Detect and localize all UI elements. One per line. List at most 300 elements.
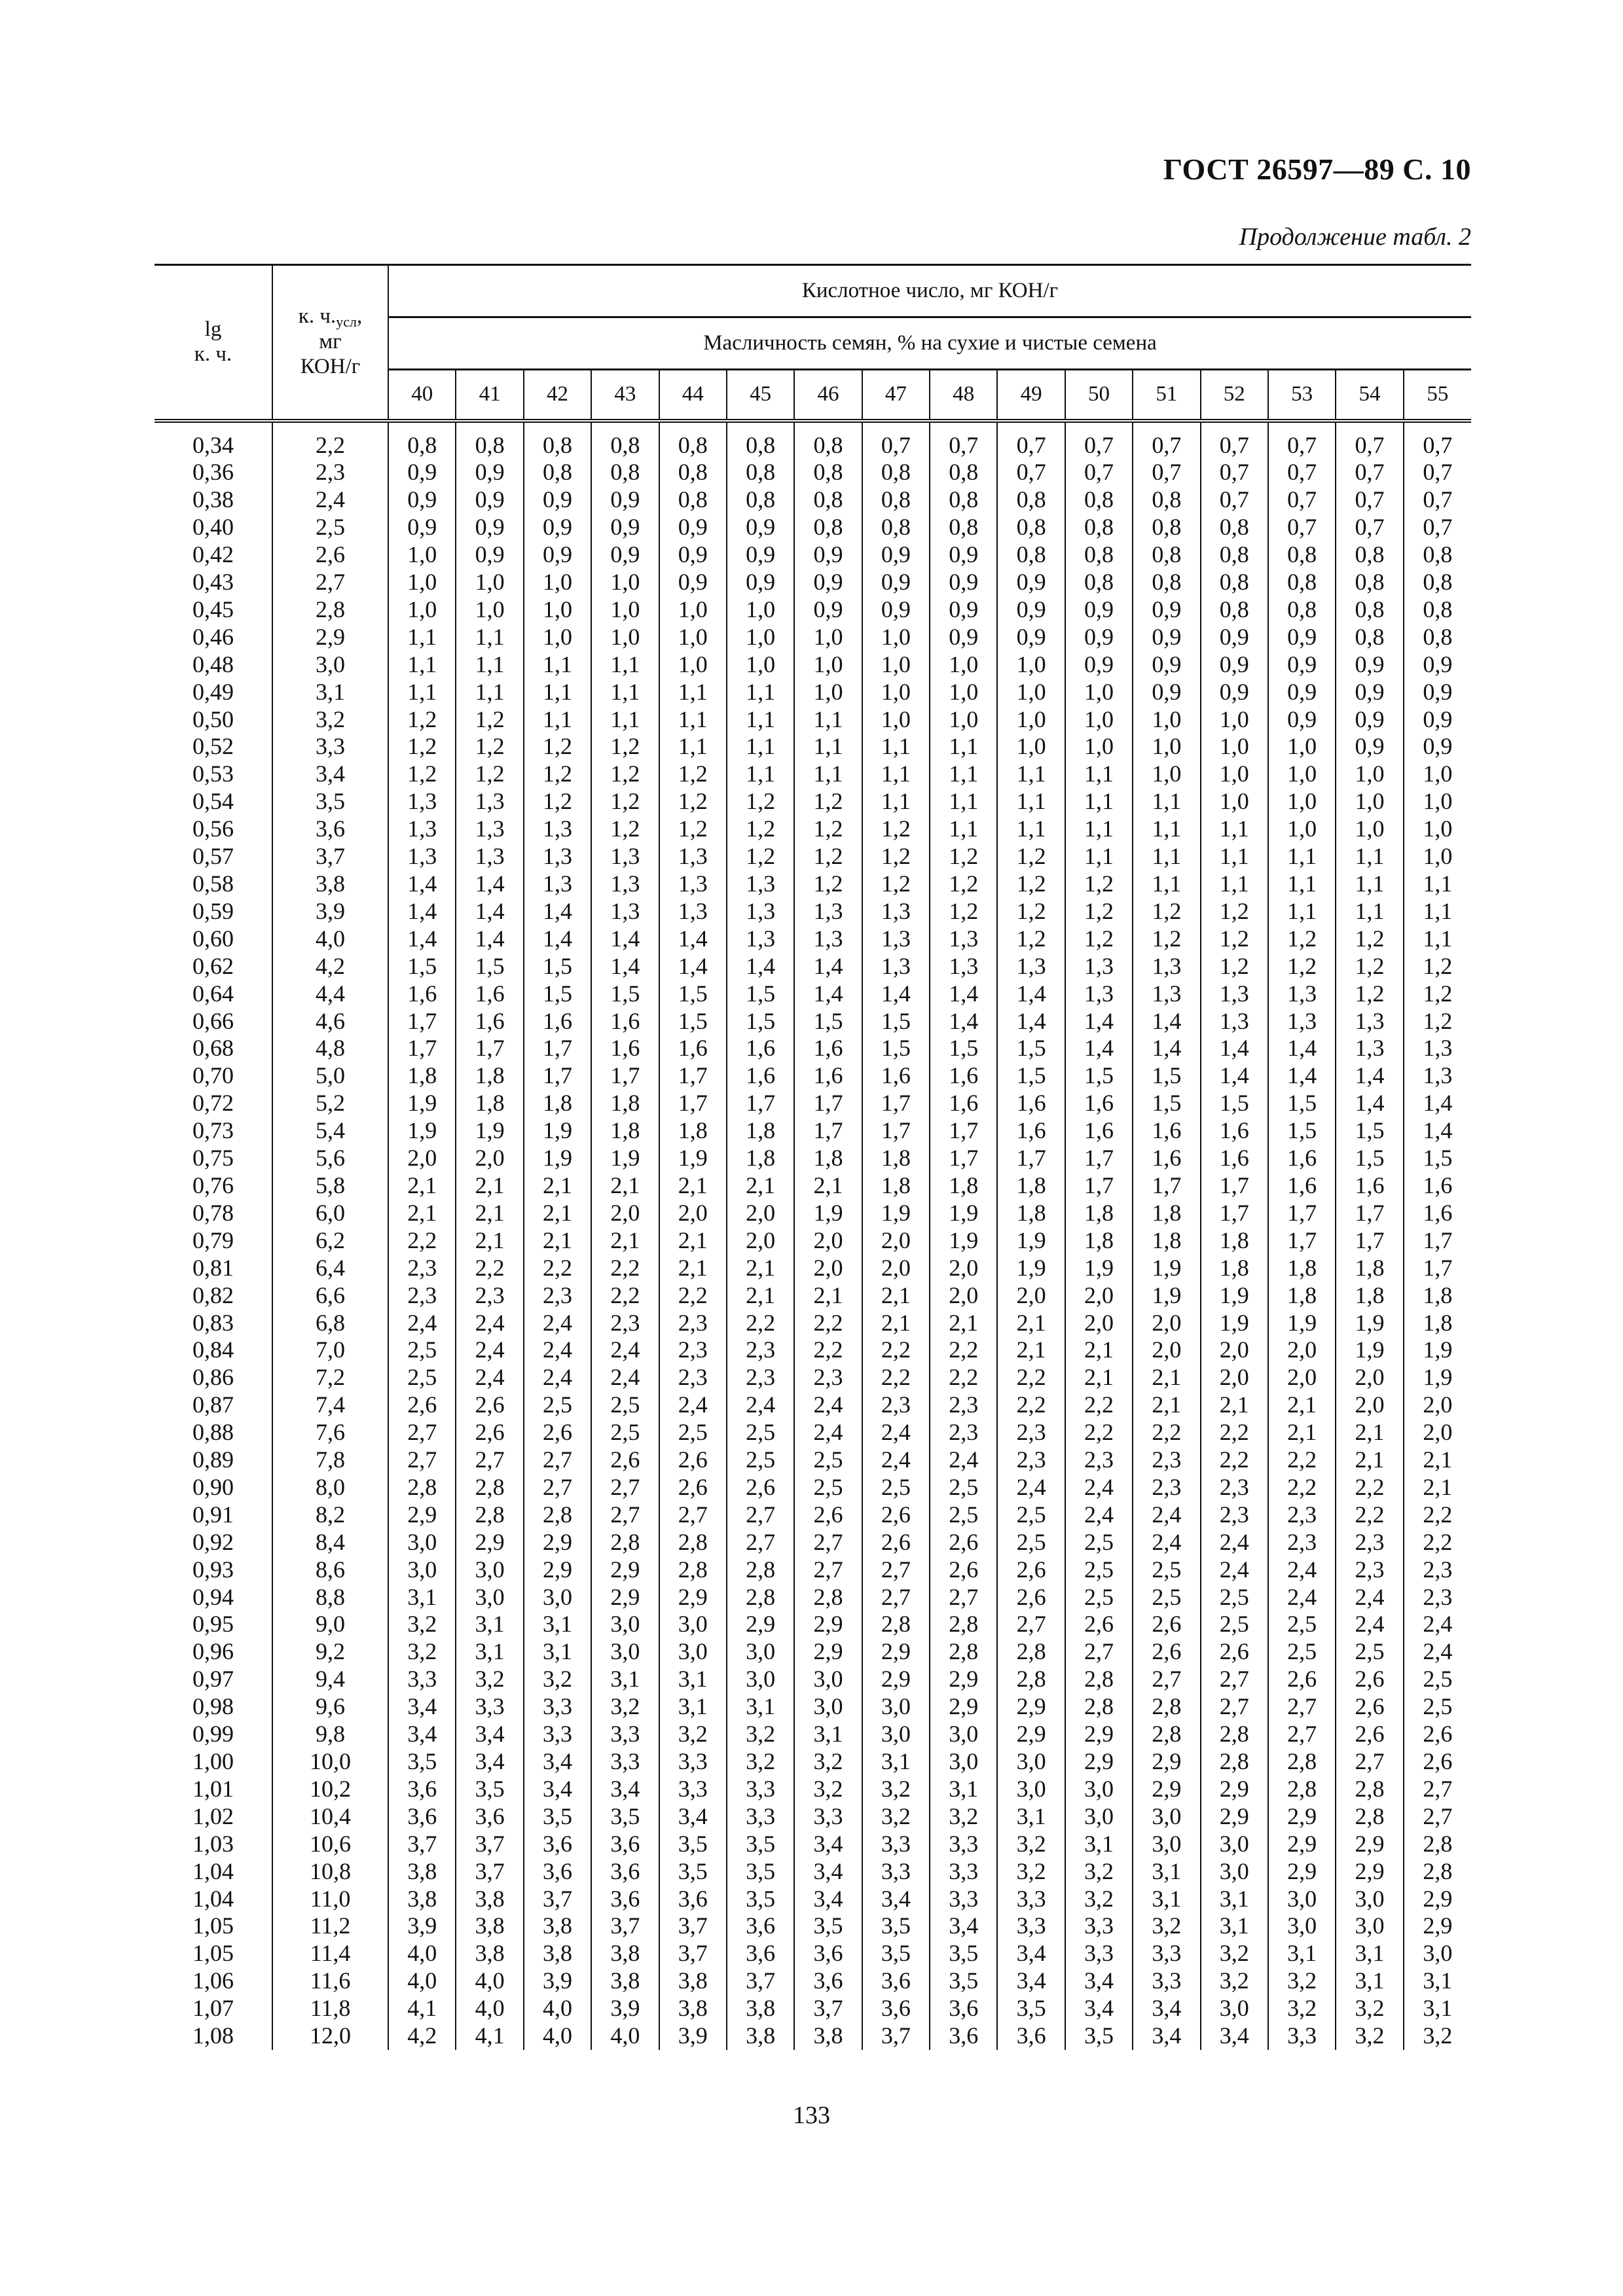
cell-value: 3,6 [456,1803,523,1831]
cell-value: 3,8 [388,1886,456,1913]
cell-lg: 0,95 [155,1611,272,1638]
cell-value: 2,5 [997,1529,1065,1556]
cell-value: 1,8 [1133,1200,1200,1227]
table-row [155,1831,1471,1858]
cell-value: 4,1 [456,2022,523,2050]
cell-value: 0,8 [1133,514,1200,541]
cell-value: 1,7 [1268,1200,1336,1227]
cell-value: 1,1 [1133,870,1200,898]
cell-value: 2,8 [591,1529,659,1556]
cell-value: 1,0 [862,651,930,679]
cell-value: 2,1 [659,1227,727,1255]
cell-value: 3,6 [862,1995,930,2022]
cell-acid-cond: 4,4 [272,980,388,1008]
cell-value: 2,6 [1268,1666,1336,1693]
cell-value: 2,1 [930,1310,997,1337]
column-header-40: 40 [388,370,456,421]
cell-acid-cond: 7,0 [272,1336,388,1364]
cell-lg: 0,92 [155,1529,272,1556]
cell-value: 0,9 [456,486,523,514]
cell-value: 0,9 [862,596,930,624]
cell-value: 3,8 [727,1995,794,2022]
cell-value: 2,8 [862,1611,930,1638]
cell-value: 2,3 [1336,1556,1403,1584]
cell-value: 1,6 [524,1008,591,1035]
cell-value: 2,9 [1336,1831,1403,1858]
cell-value: 2,6 [659,1446,727,1474]
cell-lg: 0,49 [155,679,272,706]
cell-value: 2,4 [794,1419,862,1446]
cell-value: 2,4 [1201,1556,1268,1584]
cell-acid-cond: 11,2 [272,1912,388,1940]
cell-value: 1,2 [1133,925,1200,953]
table-row [155,651,1471,679]
cell-value: 2,8 [1336,1803,1403,1831]
cell-value: 1,7 [862,1090,930,1117]
cell-value: 1,8 [659,1117,727,1145]
cell-value: 1,8 [1336,1282,1403,1310]
cell-value: 0,9 [862,569,930,596]
cell-value: 2,7 [1065,1638,1133,1666]
cell-value: 2,9 [997,1693,1065,1721]
cell-value: 1,3 [1268,980,1336,1008]
cell-value: 0,8 [1268,541,1336,569]
cell-value: 3,3 [997,1886,1065,1913]
cell-value: 1,6 [1065,1117,1133,1145]
cell-value: 1,0 [1201,733,1268,761]
cell-value: 3,0 [794,1666,862,1693]
cell-lg: 0,79 [155,1227,272,1255]
column-header-49: 49 [997,370,1065,421]
cell-value: 3,0 [1065,1776,1133,1803]
cell-value: 2,1 [1268,1391,1336,1419]
cell-value: 1,1 [1201,870,1268,898]
cell-value: 1,3 [1201,1008,1268,1035]
cell-value: 1,6 [456,1008,523,1035]
cell-lg: 0,43 [155,569,272,596]
cell-value: 2,2 [1268,1474,1336,1501]
cell-value: 1,2 [1065,870,1133,898]
cell-acid-cond: 4,0 [272,925,388,953]
cell-value: 3,2 [727,1748,794,1776]
cell-value: 1,2 [456,733,523,761]
table-row [155,1912,1471,1940]
cell-lg: 0,42 [155,541,272,569]
cell-value: 2,1 [997,1336,1065,1364]
cell-value: 2,0 [388,1145,456,1172]
cell-value: 0,9 [1268,624,1336,651]
cell-acid-cond: 4,2 [272,953,388,980]
column-header-48: 48 [930,370,997,421]
cell-acid-cond: 6,6 [272,1282,388,1310]
cell-value: 1,4 [1065,1008,1133,1035]
cell-value: 3,7 [659,1912,727,1940]
cell-value: 3,0 [1065,1803,1133,1831]
cell-value: 1,6 [862,1062,930,1090]
cell-value: 1,0 [1065,733,1133,761]
column-header-46: 46 [794,370,862,421]
cell-value: 2,2 [1423,1501,1453,1528]
table-row [155,1611,1471,1638]
cell-value: 1,8 [794,1145,862,1172]
cell-value: 2,1 [456,1227,523,1255]
cell-value: 1,0 [1065,679,1133,706]
cell-value: 0,8 [1201,514,1268,541]
cell-value: 4,0 [456,1967,523,1995]
cell-value: 3,4 [1133,2022,1200,2050]
cell-value: 2,2 [1133,1419,1200,1446]
cell-value: 2,2 [1336,1501,1403,1529]
cell-value: 2,7 [1268,1721,1336,1748]
cell-value: 1,0 [727,624,794,651]
cell-value: 2,2 [1423,1528,1453,1555]
cell-acid-cond: 7,8 [272,1446,388,1474]
cell-value: 1,7 [388,1008,456,1035]
table-row [155,1145,1471,1172]
cell-value: 2,1 [591,1227,659,1255]
cell-value: 1,0 [1133,706,1200,734]
cell-value: 2,8 [1268,1748,1336,1776]
cell-value: 2,5 [862,1474,930,1501]
cell-lg: 0,98 [155,1693,272,1721]
cell-value: 1,6 [388,980,456,1008]
cell-value: 2,1 [1268,1419,1336,1446]
table-row [155,596,1471,624]
cell-value: 2,4 [930,1446,997,1474]
table-row [155,1364,1471,1391]
cell-value: 0,9 [727,569,794,596]
cell-value: 2,3 [1423,1556,1453,1583]
cell-value: 3,6 [591,1831,659,1858]
cell-lg: 0,66 [155,1008,272,1035]
cell-value: 0,7 [1268,486,1336,514]
cell-value: 2,7 [1423,1775,1453,1802]
cell-value: 1,0 [388,596,456,624]
cell-value: 2,2 [591,1282,659,1310]
table-row [155,541,1471,569]
cell-value: 1,3 [1201,980,1268,1008]
cell-value: 0,8 [1336,541,1403,569]
table-row [155,1556,1471,1584]
cell-lg: 0,82 [155,1282,272,1310]
cell-value: 1,4 [794,980,862,1008]
cell-acid-cond: 2,4 [272,486,388,514]
cell-value: 2,6 [1423,1721,1453,1748]
cell-value: 1,3 [1336,1008,1403,1035]
cell-value: 0,8 [1133,486,1200,514]
cell-value: 1,0 [524,624,591,651]
cell-value: 1,2 [1336,980,1403,1008]
cell-value: 1,3 [659,898,727,925]
cell-value: 1,7 [727,1090,794,1117]
cell-acid-cond: 3,6 [272,816,388,843]
cell-value: 2,2 [456,1255,523,1282]
cell-value: 1,1 [1268,898,1336,925]
cell-value: 3,2 [997,1831,1065,1858]
cell-value: 1,6 [1201,1117,1268,1145]
cell-value: 0,9 [388,486,456,514]
cell-value: 1,4 [591,953,659,980]
cell-value: 0,7 [1065,421,1133,459]
cell-value: 3,6 [794,1967,862,1995]
table-row [155,706,1471,734]
cell-value: 1,5 [1133,1090,1200,1117]
cell-value: 1,9 [524,1145,591,1172]
cell-value: 0,9 [794,569,862,596]
cell-value: 3,8 [456,1912,523,1940]
cell-value: 3,1 [659,1693,727,1721]
cell-acid-cond: 6,8 [272,1310,388,1337]
cell-value: 3,2 [1201,1967,1268,1995]
cell-lg: 0,50 [155,706,272,734]
cell-value: 2,5 [930,1474,997,1501]
cell-acid-cond: 9,0 [272,1611,388,1638]
cell-value: 1,1 [727,761,794,788]
cell-value: 0,9 [1268,706,1336,734]
cell-value: 3,0 [1201,1858,1268,1886]
cell-value: 2,1 [1065,1336,1133,1364]
cell-value: 1,1 [727,679,794,706]
cell-value: 1,9 [997,1255,1065,1282]
cell-value: 0,8 [524,459,591,486]
cell-value: 1,0 [591,624,659,651]
cell-value: 1,4 [997,980,1065,1008]
cell-value: 1,2 [727,816,794,843]
cell-acid-cond: 3,1 [272,679,388,706]
cell-value: 1,5 [659,980,727,1008]
cell-value: 1,3 [930,925,997,953]
cell-value: 2,3 [1268,1501,1336,1529]
cell-value: 1,0 [1268,816,1336,843]
cell-value: 0,8 [930,486,997,514]
cell-value: 2,6 [794,1501,862,1529]
cell-value: 1,4 [862,980,930,1008]
cell-value: 1,4 [659,925,727,953]
cell-value: 0,9 [930,596,997,624]
column-header-54: 54 [1336,370,1403,421]
cell-value: 2,8 [794,1584,862,1611]
column-header-52: 52 [1201,370,1268,421]
cell-value: 3,3 [727,1776,794,1803]
cell-acid-cond: 9,4 [272,1666,388,1693]
cell-acid-cond: 5,4 [272,1117,388,1145]
cell-value: 2,2 [591,1255,659,1282]
cell-lg: 0,59 [155,898,272,925]
cell-value: 2,7 [1201,1693,1268,1721]
cell-value: 1,3 [997,953,1065,980]
cell-value: 0,8 [1133,541,1200,569]
cell-value: 1,2 [591,733,659,761]
cell-value: 2,1 [727,1172,794,1200]
cell-value: 1,0 [1336,761,1403,788]
cell-value: 2,9 [388,1501,456,1529]
column-header-42: 42 [524,370,591,421]
cell-value: 2,4 [1336,1584,1403,1611]
cell-value: 2,0 [1133,1336,1200,1364]
cell-value: 0,7 [1336,459,1403,486]
cell-value: 2,9 [524,1556,591,1584]
cell-value: 2,3 [591,1310,659,1337]
cell-value: 3,1 [997,1803,1065,1831]
cell-value: 3,7 [388,1831,456,1858]
cell-value: 2,5 [1201,1611,1268,1638]
cell-value: 1,3 [591,870,659,898]
cell-acid-cond: 3,4 [272,761,388,788]
cell-value: 3,2 [388,1638,456,1666]
cell-value: 3,0 [659,1611,727,1638]
cell-value: 2,6 [659,1474,727,1501]
cell-value: 3,5 [727,1831,794,1858]
cell-value: 2,6 [388,1391,456,1419]
cell-acid-cond: 9,6 [272,1693,388,1721]
cell-value: 3,3 [524,1693,591,1721]
cell-value: 1,8 [862,1145,930,1172]
cell-value: 3,5 [591,1803,659,1831]
oil-content-subgroup-header: Масличность семян, % на сухие и чистые семена [388,317,1471,370]
cell-value: 1,6 [1268,1145,1336,1172]
cell-value: 1,2 [862,816,930,843]
cell-value: 3,2 [659,1721,727,1748]
cell-lg: 0,52 [155,733,272,761]
cell-value: 2,8 [1065,1666,1133,1693]
table-row [155,1967,1471,1995]
cell-acid-cond: 3,7 [272,843,388,870]
cell-value: 2,1 [524,1200,591,1227]
cell-lg: 0,93 [155,1556,272,1584]
cell-lg: 0,57 [155,843,272,870]
cell-value: 1,2 [1336,925,1403,953]
cell-value: 1,4 [591,925,659,953]
cell-value: 2,1 [591,1172,659,1200]
cell-value: 1,2 [1268,953,1336,980]
cell-value: 3,2 [524,1666,591,1693]
cell-value: 3,3 [456,1693,523,1721]
cell-value: 1,4 [388,870,456,898]
cell-value: 3,5 [727,1886,794,1913]
cell-value: 2,8 [456,1501,523,1529]
cell-value: 1,5 [388,953,456,980]
cell-value: 3,5 [997,1995,1065,2022]
cell-value: 1,8 [1268,1282,1336,1310]
cell-value: 2,3 [1423,1583,1453,1610]
cell-value: 0,8 [591,421,659,459]
cell-value: 2,9 [1133,1776,1200,1803]
cell-value: 1,2 [862,843,930,870]
cell-value: 1,9 [794,1200,862,1227]
cell-acid-cond: 10,2 [272,1776,388,1803]
column-header-43: 43 [591,370,659,421]
cell-acid-cond: 3,5 [272,788,388,816]
cell-lg: 1,00 [155,1748,272,1776]
cell-value: 3,1 [1423,1967,1453,1994]
cell-value: 0,8 [930,514,997,541]
cell-lg: 0,78 [155,1200,272,1227]
cell-value: 2,3 [997,1446,1065,1474]
cell-value: 1,9 [1201,1310,1268,1337]
column-header-50: 50 [1065,370,1133,421]
cell-value: 1,0 [1201,788,1268,816]
cell-value: 2,0 [1336,1391,1403,1419]
cell-value: 2,6 [862,1529,930,1556]
cell-value: 2,6 [997,1584,1065,1611]
cell-value: 2,1 [794,1172,862,1200]
cell-value: 2,4 [997,1474,1065,1501]
cell-value: 1,4 [1065,1035,1133,1062]
cell-value: 2,2 [862,1364,930,1391]
cell-value: 1,4 [1133,1035,1200,1062]
cell-value: 1,5 [727,1008,794,1035]
cell-value: 3,4 [524,1748,591,1776]
cell-value: 2,8 [1423,1830,1453,1857]
cell-value: 3,9 [388,1912,456,1940]
cell-value: 1,0 [1133,761,1200,788]
cell-value: 2,3 [862,1391,930,1419]
cell-value: 0,9 [456,541,523,569]
cell-value: 2,6 [524,1419,591,1446]
cell-value: 2,6 [930,1529,997,1556]
cell-acid-cond: 5,0 [272,1062,388,1090]
cell-value: 3,5 [388,1748,456,1776]
cell-value: 2,7 [1133,1666,1200,1693]
cell-value: 0,9 [1336,706,1403,734]
cell-value: 2,4 [1065,1474,1133,1501]
cell-value: 3,6 [524,1858,591,1886]
cell-value: 1,2 [1201,898,1268,925]
cell-value: 3,6 [727,1912,794,1940]
cell-value: 1,6 [930,1062,997,1090]
cell-value: 0,8 [524,421,591,459]
cell-acid-cond: 6,4 [272,1255,388,1282]
cell-value: 2,2 [524,1255,591,1282]
cell-value: 3,6 [794,1940,862,1967]
cell-value: 1,1 [388,651,456,679]
cell-value: 1,2 [997,843,1065,870]
cell-value: 2,3 [659,1336,727,1364]
cell-value: 0,8 [1423,541,1453,568]
cell-value: 0,9 [591,541,659,569]
cell-value: 4,1 [388,1995,456,2022]
table-row [155,514,1471,541]
cell-value: 0,9 [1133,596,1200,624]
cell-acid-cond: 2,9 [272,624,388,651]
cell-lg: 0,91 [155,1501,272,1529]
cell-value: 1,0 [930,706,997,734]
cell-value: 1,4 [930,1008,997,1035]
cell-lg: 0,94 [155,1584,272,1611]
cell-value: 2,1 [524,1227,591,1255]
cell-lg: 1,01 [155,1776,272,1803]
cell-value: 2,1 [524,1172,591,1200]
cell-value: 1,8 [1423,1309,1453,1336]
cell-value: 2,1 [1065,1364,1133,1391]
cell-value: 3,4 [659,1803,727,1831]
table-row [155,1693,1471,1721]
cell-value: 1,9 [1423,1364,1453,1391]
cell-value: 2,1 [659,1255,727,1282]
table-continuation-label: Продолжение табл. 2 [1239,223,1471,251]
cell-value: 0,9 [1336,733,1403,761]
cell-value: 2,6 [456,1419,523,1446]
cell-acid-cond: 10,0 [272,1748,388,1776]
cell-value: 1,4 [456,870,523,898]
cell-value: 3,1 [524,1611,591,1638]
table-row [155,1501,1471,1529]
cell-value: 3,0 [524,1584,591,1611]
cell-value: 2,5 [1065,1529,1133,1556]
table-row [155,624,1471,651]
cell-value: 0,8 [1423,623,1453,650]
cell-value: 1,1 [456,624,523,651]
